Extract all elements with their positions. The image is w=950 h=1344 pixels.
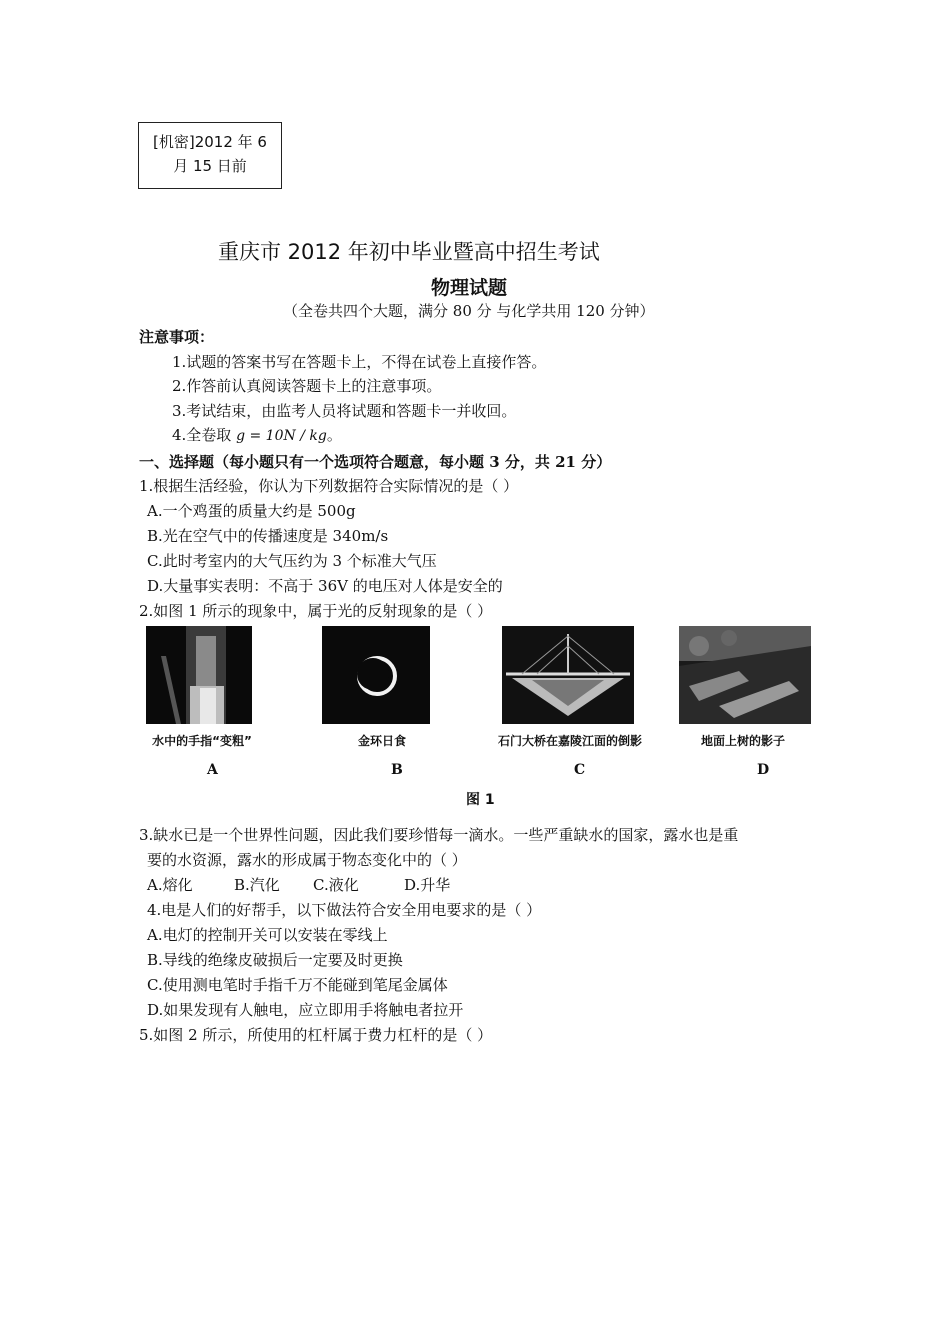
confidential-box (138, 122, 282, 189)
q1-stem: 1.根据生活经验，你认为下列数据符合实际情况的是（ ） (139, 477, 519, 495)
q4-stem: 4.电是人们的好帮手，以下做法符合安全用电要求的是（ ） (147, 901, 542, 919)
figure-1-letter-d: D (757, 762, 770, 778)
q3-stem-line-1: 3.缺水已是一个世界性问题，因此我们要珍惜每一滴水。一些严重缺水的国家，露水也是重 (139, 826, 739, 844)
gravity-formula: g = 10N / kg (236, 428, 327, 444)
note-item-1: 1.试题的答案书写在答题卡上，不得在试卷上直接作答。 (172, 353, 547, 371)
q3-option-c: C.液化 (313, 876, 359, 894)
figure-1-caption-c: 石门大桥在嘉陵江面的倒影 (497, 734, 642, 748)
q1-option-d: D.大量事实表明：不高于 36V 的电压对人体是安全的 (147, 577, 503, 595)
figure-1-photo-b (322, 626, 430, 724)
subject-title: 物理试题 (431, 277, 508, 299)
figure-1-letter-c: C (574, 762, 586, 778)
figure-1-photo-c (502, 626, 634, 724)
q5-stem: 5.如图 2 所示，所使用的杠杆属于费力杠杆的是（ ） (139, 1026, 493, 1044)
q1-option-b: B.光在空气中的传播速度是 340m/s (147, 527, 389, 545)
q3-option-b: B.汽化 (234, 876, 280, 894)
note-item-4-prefix: 4.全卷取 (172, 426, 232, 444)
notes-heading: 注意事项： (139, 328, 215, 346)
figure-1-caption-d: 地面上树的影子 (700, 734, 785, 748)
q4-option-a: A.电灯的控制开关可以安装在零线上 (147, 926, 388, 944)
figure-1-letter-b: B (391, 762, 403, 778)
figure-1-photo-d (679, 626, 811, 724)
section-1-heading: 一、选择题（每小题只有一个选项符合题意，每小题 3 分，共 21 分） (139, 453, 612, 471)
q4-option-d: D.如果发现有人触电，应立即用手将触电者拉开 (147, 1001, 464, 1019)
q3-option-a: A.熔化 (147, 876, 193, 894)
figure-1-caption-a: 水中的手指“变粗” (152, 734, 252, 748)
figure-1-letter-a: A (207, 762, 218, 778)
exam-title: 重庆市 2012 年初中毕业暨高中招生考试 (218, 240, 600, 264)
exam-subtitle: （全卷共四个大题，满分 80 分 与化学共用 120 分钟） (283, 302, 655, 320)
figure-1-label: 图 1 (466, 792, 495, 808)
note-item-4 (172, 424, 342, 445)
figure-1-photo-a (146, 626, 252, 724)
figure-1-caption-b: 金环日食 (357, 734, 406, 748)
q3-option-d: D.升华 (404, 876, 451, 894)
note-item-2: 2.作答前认真阅读答题卡上的注意事项。 (172, 377, 442, 395)
q2-stem: 2.如图 1 所示的现象中，属于光的反射现象的是（ ） (139, 602, 493, 620)
q4-option-c: C.使用测电笔时手指千万不能碰到笔尾金属体 (147, 976, 448, 994)
confidential-line-1: [机密]2012 年 6 (153, 133, 267, 151)
q3-stem-line-2: 要的水资源，露水的形成属于物态变化中的（ ） (147, 851, 467, 869)
q4-option-b: B.导线的绝缘皮破损后一定要及时更换 (147, 951, 403, 969)
q1-option-a: A.一个鸡蛋的质量大约是 500g (147, 502, 356, 520)
note-item-4-suffix: 。 (326, 426, 342, 444)
q1-option-c: C.此时考室内的大气压约为 3 个标准大气压 (147, 552, 437, 570)
note-item-3: 3.考试结束，由监考人员将试题和答题卡一并收回。 (172, 402, 517, 420)
confidential-line-2: 月 15 日前 (173, 157, 247, 175)
